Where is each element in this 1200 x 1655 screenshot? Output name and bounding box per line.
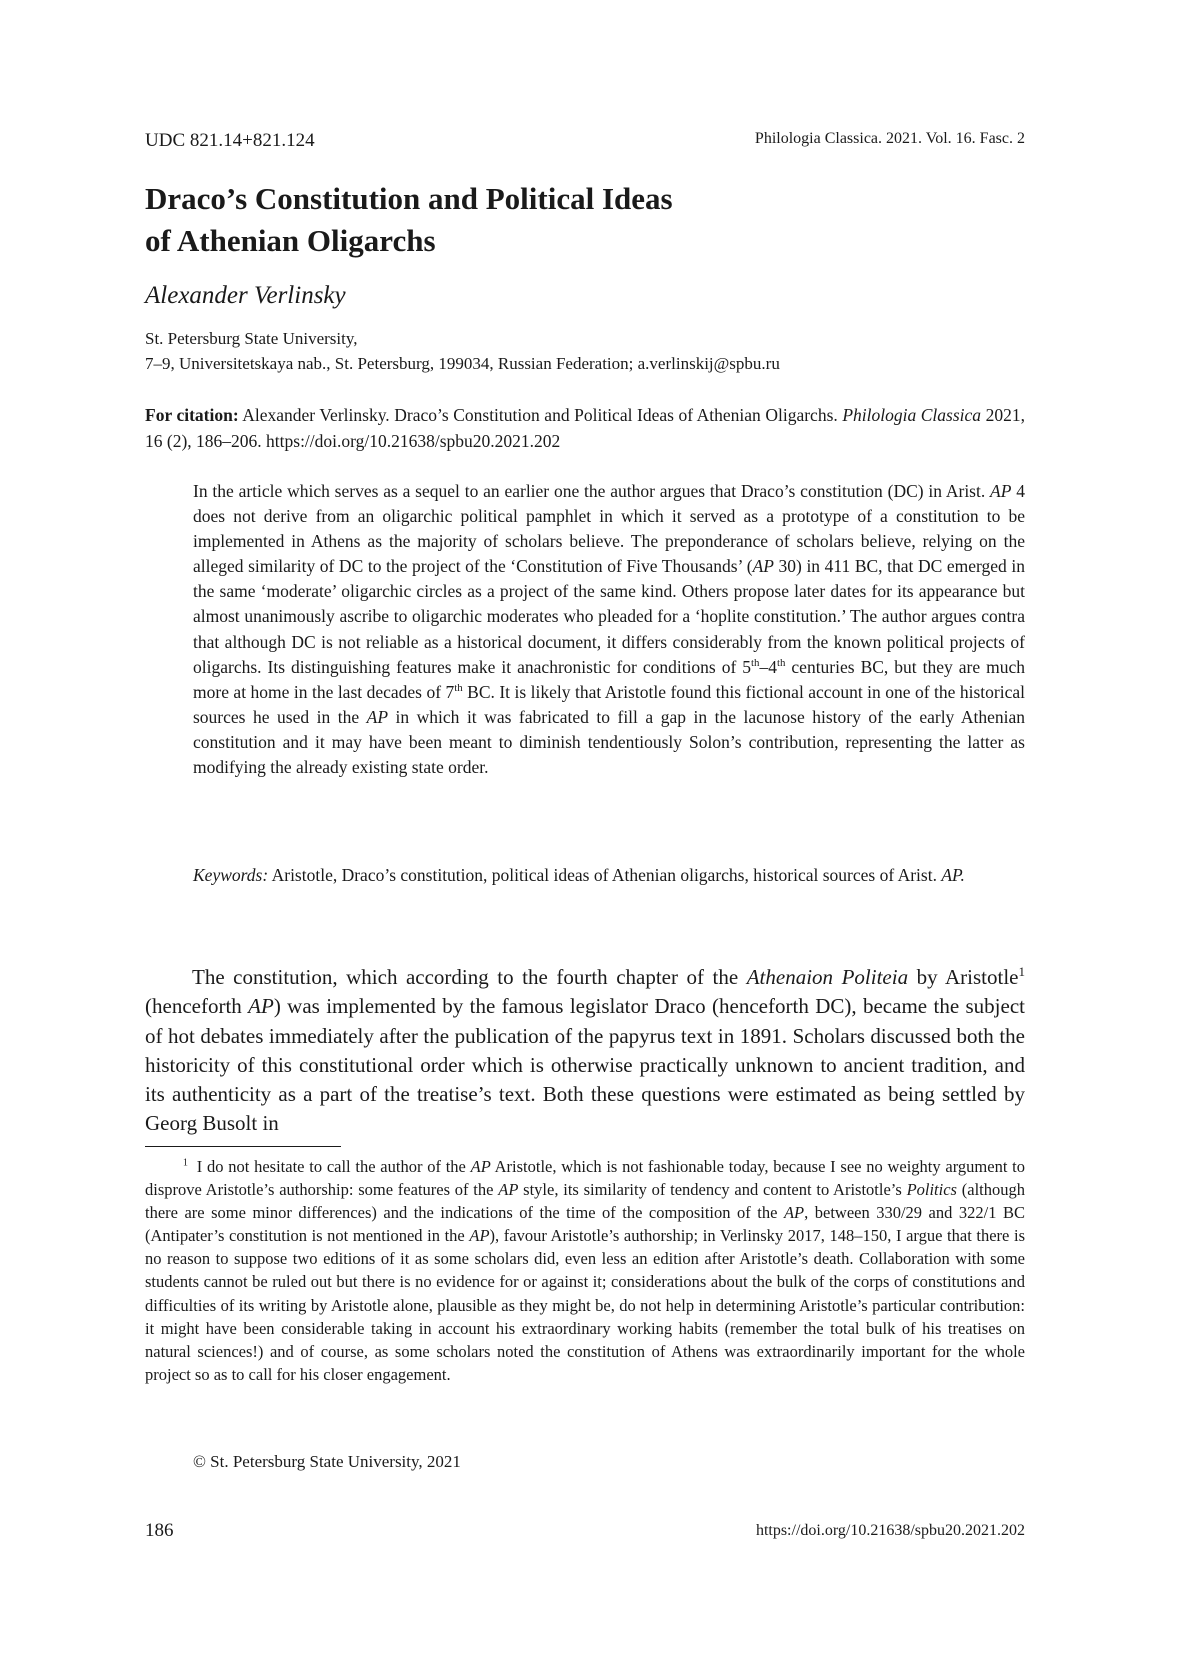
journal-reference: Philologia Classica. 2021. Vol. 16. Fasc. 2 [754,130,1025,147]
abstract-superscript: th [751,656,760,669]
body-text: The constitution, which according to the fourth chapter of the [192,965,747,989]
abstract-italic: AP [990,481,1012,501]
page-number: 186 [145,1520,174,1541]
citation-block [145,402,1025,454]
abstract-italic: AP [366,706,389,727]
body-italic: AP [248,994,274,1019]
abstract-superscript: th [454,681,463,694]
footnote-text: style, its similarity of tendency and content to Aristotle’s [518,1180,907,1200]
abstract-text: In the article which serves as a sequel to an earlier one the author argues that Draco’s constitution (DC) in Arist. [193,481,991,501]
keywords-label: Keywords: [193,865,269,885]
abstract-superscript: th [776,656,786,669]
abstract-italic: AP [752,556,774,577]
footnote [145,1155,1025,1386]
copyright-notice: © St. Petersburg State University, 2021 [193,1452,461,1471]
abstract-text: BC. It is likely that Aristotle found this fictional account in one of the historical sources he used in the [193,681,1026,727]
title-line-2: of Athenian Oligarchs [145,223,436,258]
footnote-reference[interactable]: 1 [1018,964,1025,979]
body-text: by Aristotle [908,965,1019,989]
footnote-text: I do not hesitate to call the author of the [192,1157,471,1176]
citation-text-2: 2021, 16 (2), 186–206. https://doi.org/10.21638/spbu20.2021.202 [145,405,1025,451]
abstract-text: 4 does not derive from an oligarchic political pamphlet in which it served as a prototype of a constitution to be implemented in Athens as the majority of scholars believe. The preponderance of scholars believe, relying on the alleged similarity of DC to the project of the ‘Constitution of Five Thousands’ ( [193,481,1025,577]
keywords-italic: AP. [941,865,965,885]
footnote-italic: AP [498,1180,519,1200]
citation-text-1: Alexander Verlinsky. Draco’s Constitution and Political Ideas of Athenian Oligarchs. [238,405,843,425]
title-line-1: Draco’s Constitution and Political Ideas [145,181,673,216]
footnote-italic: AP [470,1157,491,1176]
body-text: ) was implemented by the famous legislator Draco (henceforth DC), became the subject of hot debates immediately after the publication of the papyrus text in 1891. Scholars discussed both the historicity of this constitutional order which is otherwise practically unknown to ancient tradition, and its authenticity as a part of the treatise’s text. Both these questions were estimated as being settled by Georg Busolt in [145,994,1025,1136]
footnote-italic: Politics [906,1180,957,1200]
keywords [193,863,1025,888]
abstract-text: in which it was fabricated to fill a gap in the lacunose history of the early Athenian constitution and it may have been meant to diminish tendentiously Solon’s contribution, representing the latter as modifying the already existing state order. [193,706,1025,778]
abstract-text: –4 [759,656,777,677]
citation-journal: Philologia Classica [842,405,982,425]
footnote-text: , between 330/29 and 322/1 BC (Antipater’s constitution is not mentioned in the [145,1203,1025,1246]
footnote-italic: AP [783,1203,805,1223]
affiliation-line-2: 7–9, Universitetskaya nab., St. Petersburg, 199034, Russian Federation; a.verlinskij@spbu.ru [145,354,780,373]
udc-code: UDC 821.14+821.124 [145,130,315,151]
author-affiliation [145,326,1025,376]
keywords-text: Aristotle, Draco’s constitution, political ideas of Athenian oligarchs, historical sources of Arist. [268,865,942,885]
citation-label: For citation: [145,405,239,425]
article-title [145,178,1025,262]
footnote-divider [145,1146,341,1147]
body-text: (henceforth [145,994,249,1019]
body-italic: Athenaion Politeia [746,965,909,989]
footnote-italic: AP [469,1226,490,1246]
footnote-text: ), favour Aristotle’s authorship; in Verlinsky 2017, 148–150, I argue that there is no reason to suppose two editions of it as some scholars did, even less an edition after Aristotle’s death. Collaboration with some students cannot be ruled out but there is no evidence for or against it; considerations about the bulk of the corps of constitutions and difficulties of its writing by Aristotle alone, plausible as they might be, do not help in determining Aristotle’s particular contribution: it might have been considerable taking in account his extraordinary working habits (remember the total bulk of his treatises on natural sciences!) and of course, as some scholars noted the constitution of Athens was extraordinarily important for the whole project so as to call for his closer engagement. [145,1226,1025,1384]
footnote-text: (although there are some minor differences) and the indications of the time of the composition of the [145,1180,1025,1223]
footnote-text: Aristotle, which is not fashionable today, because I see no weighty argument to disprove Aristotle’s authorship: some features of the [145,1157,1025,1200]
abstract [193,479,1025,780]
author-name: Alexander Verlinsky [145,282,346,309]
body-paragraph [145,963,1025,1139]
footnote-number: 1 [182,1157,188,1169]
abstract-text: 30) in 411 BC, that DC emerged in the same ‘moderate’ oligarchic circles as a project of the same kind. Others propose later dates for its appearance but almost unanimously ascribe to oligarchic moderates who pleaded for a ‘hoplite constitution.’ The author argues contra that although DC is not reliable as a historical document, it differs considerably from the known political projects of oligarchs. Its distinguishing features make it anachronistic for conditions of 5 [193,556,1025,677]
abstract-text: centuries BC, but they are much more at home in the last decades of 7 [193,656,1025,702]
page-header [145,130,1025,154]
affiliation-line-1: St. Petersburg State University, [145,329,358,348]
doi-link[interactable]: https://doi.org/10.21638/spbu20.2021.202 [755,1522,1025,1539]
